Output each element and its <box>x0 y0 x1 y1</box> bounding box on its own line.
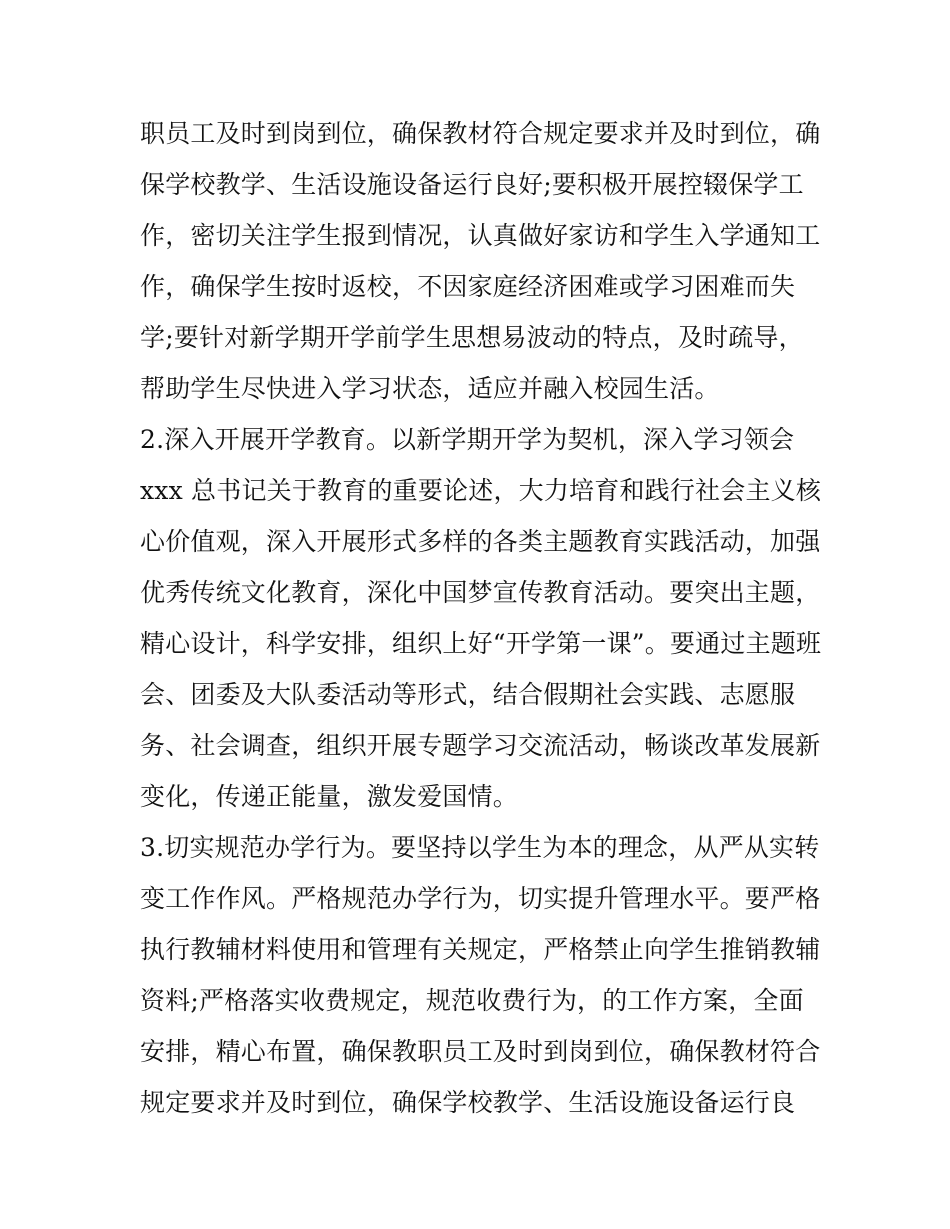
text-line: 变工作作风。严格规范办学行为，切实提升管理水平。要严格 <box>140 884 821 913</box>
text-line: 保学校教学、生活设施设备运行良好;要积极开展控辍保学工 <box>140 170 804 199</box>
text-line: 会、团委及大队委活动等形式，结合假期社会实践、志愿服 <box>140 680 796 709</box>
section-3-heading-line: 3.切实规范办学行为。要坚持以学生为本的理念，从严从实转 <box>140 833 820 862</box>
text-line: 资料;严格落实收费规定，规范收费行为，的工作方案，全面 <box>140 986 804 1015</box>
text-line: xxx 总书记关于教育的重要论述，大力培育和践行社会主义核 <box>140 476 822 505</box>
text-line: 精心设计，科学安排，组织上好“开学第一课”。要通过主题班 <box>140 629 822 658</box>
text-line: 优秀传统文化教育，深化中国梦宣传教育活动。要突出主题， <box>140 578 821 607</box>
text-line: 职员工及时到岗到位，确保教材符合规定要求并及时到位，确 <box>140 119 821 148</box>
text-line: 安排，精心布置，确保教职员工及时到岗到位，确保教材符合 <box>140 1037 821 1066</box>
text-line: 学;要针对新学期开学前学生思想易波动的特点，及时疏导， <box>140 323 804 352</box>
text-line: 变化，传递正能量，激发爱国情。 <box>140 782 519 811</box>
text-line: 务、社会调查，组织开展专题学习交流活动，畅谈改革发展新 <box>140 731 821 760</box>
text-line: 规定要求并及时到位，确保学校教学、生活设施设备运行良 <box>140 1088 796 1117</box>
text-line: 执行教辅材料使用和管理有关规定，严格禁止向学生推销教辅 <box>140 935 821 964</box>
text-line: 作，密切关注学生报到情况，认真做好家访和学生入学通知工 <box>140 221 821 250</box>
text-line: 帮助学生尽快进入学习状态，适应并融入校园生活。 <box>140 374 720 403</box>
text-line: 作，确保学生按时返校，不因家庭经济困难或学习困难而失 <box>140 272 796 301</box>
body-text <box>140 108 822 1128</box>
section-2-heading-line: 2.深入开展开学教育。以新学期开学为契机，深入学习领会 <box>140 425 795 454</box>
text-line: 心价值观，深入开展形式多样的各类主题教育实践活动，加强 <box>140 527 821 556</box>
